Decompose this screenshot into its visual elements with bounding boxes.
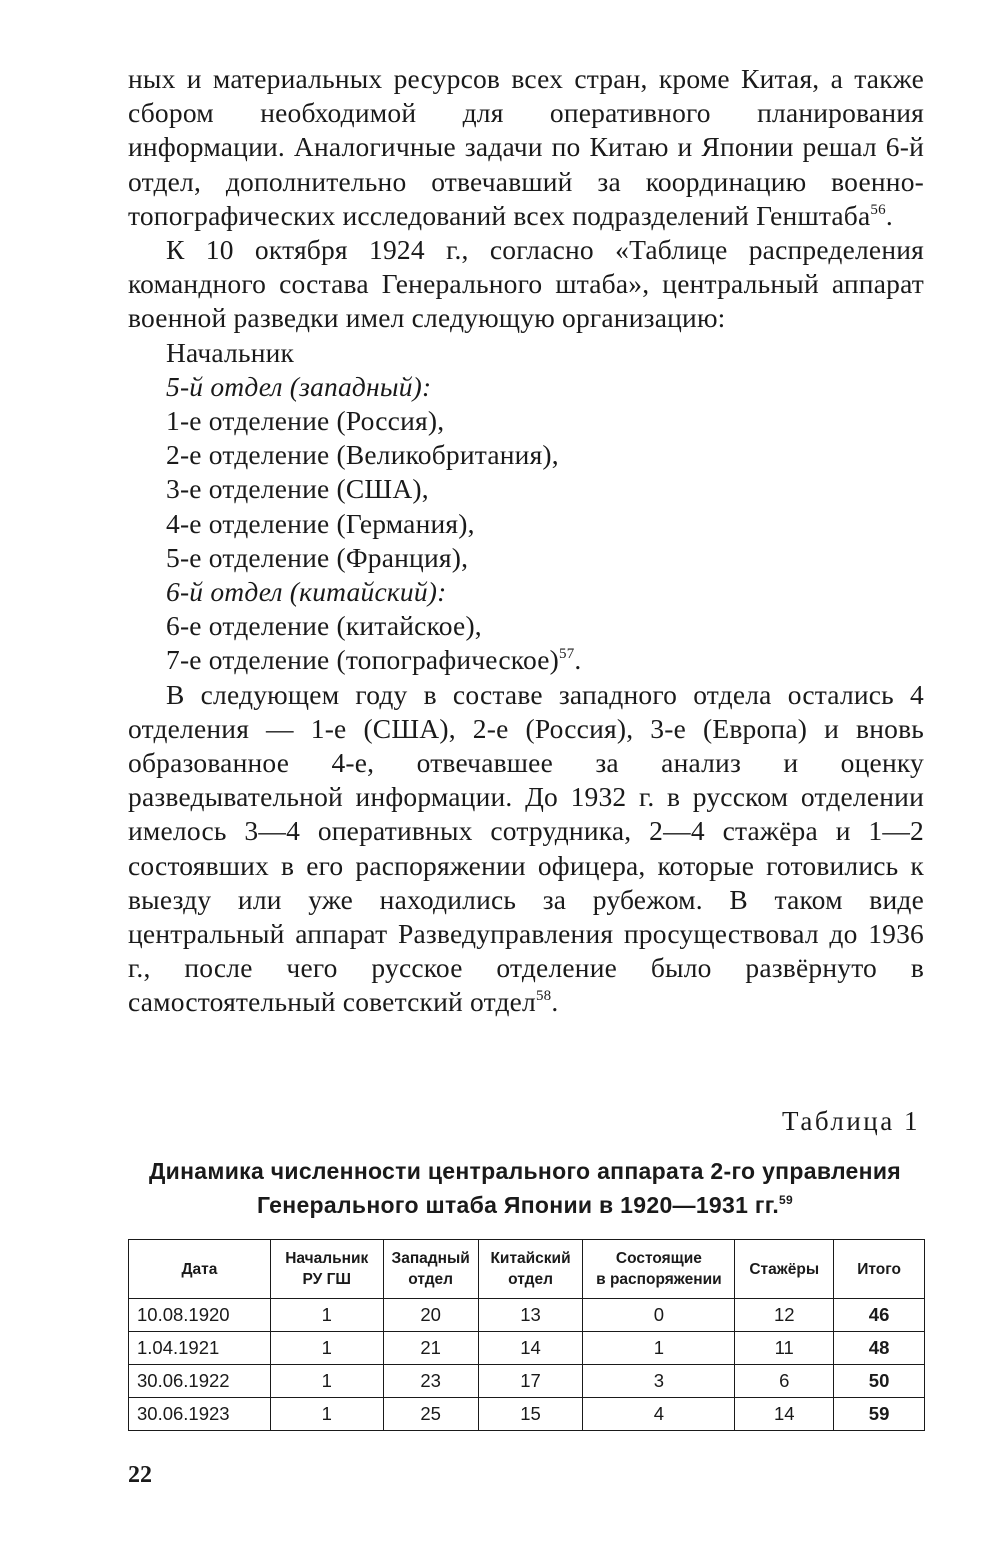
column-header: Западный отдел <box>383 1240 478 1299</box>
cell: 20 <box>383 1299 478 1332</box>
column-header: Начальник РУ ГШ <box>270 1240 383 1299</box>
page-number: 22 <box>128 1462 152 1488</box>
cell: 13 <box>478 1299 583 1332</box>
data-table <box>128 1239 925 1431</box>
footnote-ref[interactable]: 57 <box>559 646 575 663</box>
cell: 1 <box>270 1365 383 1398</box>
cell: 3 <box>583 1365 735 1398</box>
org-list-item: 7-е отделение (топографическое)$^{57}$. <box>166 644 582 676</box>
table-header-row <box>129 1240 925 1299</box>
cell: 1 <box>270 1398 383 1431</box>
org-list-department: 6-й отдел (китайский): <box>166 576 447 608</box>
org-list-item: 2-е отделение (Великобритания), <box>166 439 559 471</box>
table-row <box>129 1332 925 1365</box>
table-title <box>120 1154 930 1222</box>
org-list-item: 1-е отделение (Россия), <box>166 405 445 437</box>
cell-total: 48 <box>834 1332 925 1365</box>
org-list-item: 4-е отделение (Германия), <box>166 507 475 539</box>
cell: 23 <box>383 1365 478 1398</box>
column-header: Итого <box>834 1240 925 1299</box>
paragraph-2: К 10 октября 1924 г., согласно «Таблице распределения командного состава Генерального штаба», центральный аппарат военной разведки имел следующую организацию: <box>128 234 924 334</box>
table-row <box>129 1299 925 1332</box>
cell: 0 <box>583 1299 735 1332</box>
cell: 1 <box>583 1332 735 1365</box>
footnote-ref[interactable]: 56 <box>870 201 886 218</box>
cell: 14 <box>735 1398 834 1431</box>
column-header: Китайский отдел <box>478 1240 583 1299</box>
org-list-item: 3-е отделение (США), <box>166 473 429 505</box>
paragraph-1: ных и материальных ресурсов всех стран, кроме Китая, а также сбором необходимой для оперативного планирования информации. Аналогичные задачи по Китаю и Японии решал 6-й отдел, дополнительно отвечавший за координацию военно-топографических исследований всех подразделений Генштаба$^{56}$. <box>128 63 924 231</box>
table-title-line: Динамика численности центрального аппарата 2-го управления <box>148 1158 902 1184</box>
cell: 11 <box>735 1332 834 1365</box>
cell-total: 59 <box>834 1398 925 1431</box>
footnote-ref[interactable]: 58 <box>535 988 552 1005</box>
table-row <box>129 1365 925 1398</box>
cell: 17 <box>478 1365 583 1398</box>
cell-total: 50 <box>834 1365 925 1398</box>
cell-date: 30.06.1922 <box>129 1365 271 1398</box>
cell-date: 30.06.1923 <box>129 1398 271 1431</box>
org-list-department: 5-й отдел (западный): <box>166 370 432 402</box>
cell: 12 <box>735 1299 834 1332</box>
cell: 1 <box>270 1332 383 1365</box>
org-list-item: Начальник <box>166 336 295 368</box>
table-title-line: Генерального штаба Японии в 1920—1931 гг.$^{59}$ <box>257 1192 793 1218</box>
paragraph-3: В следующем году в составе западного отдела остались 4 отделения — 1-е (США), 2-е (Россия), 3-е (Европа) и вновь образованное 4-е, отвечавшее за анализ и оценку разведывательной информации. До 1932 г. в русском отделении имелось 3—4 оперативных сотрудника, 2—4 стажёра и 1—2 состоявших в его распоряжении офицера, которые готовились к выезду или уже находились за рубежом. В таком виде центральный аппарат Разведуправления просуществовал до 1936 г., после чего русское отделение было развёрнуто в самостоятельный советский отдел$^{58}$. <box>128 678 924 1018</box>
footnote-ref[interactable]: 59 <box>779 1193 793 1207</box>
column-header: Дата <box>129 1240 271 1299</box>
org-list-item: 6-е отделение (китайское), <box>166 610 482 642</box>
cell: 1 <box>270 1299 383 1332</box>
table-row <box>129 1398 925 1431</box>
cell: 21 <box>383 1332 478 1365</box>
body-text <box>128 62 924 1020</box>
org-list-item: 5-е отделение (Франция), <box>166 541 469 573</box>
table-label: Таблица 1 <box>782 1106 920 1136</box>
cell: 14 <box>478 1332 583 1365</box>
column-header: Состоящие в распоряжении <box>583 1240 735 1299</box>
cell: 6 <box>735 1365 834 1398</box>
cell: 4 <box>583 1398 735 1431</box>
cell-date: 10.08.1920 <box>129 1299 271 1332</box>
column-header: Стажёры <box>735 1240 834 1299</box>
cell: 15 <box>478 1398 583 1431</box>
cell-total: 46 <box>834 1299 925 1332</box>
cell-date: 1.04.1921 <box>129 1332 271 1365</box>
cell: 25 <box>383 1398 478 1431</box>
